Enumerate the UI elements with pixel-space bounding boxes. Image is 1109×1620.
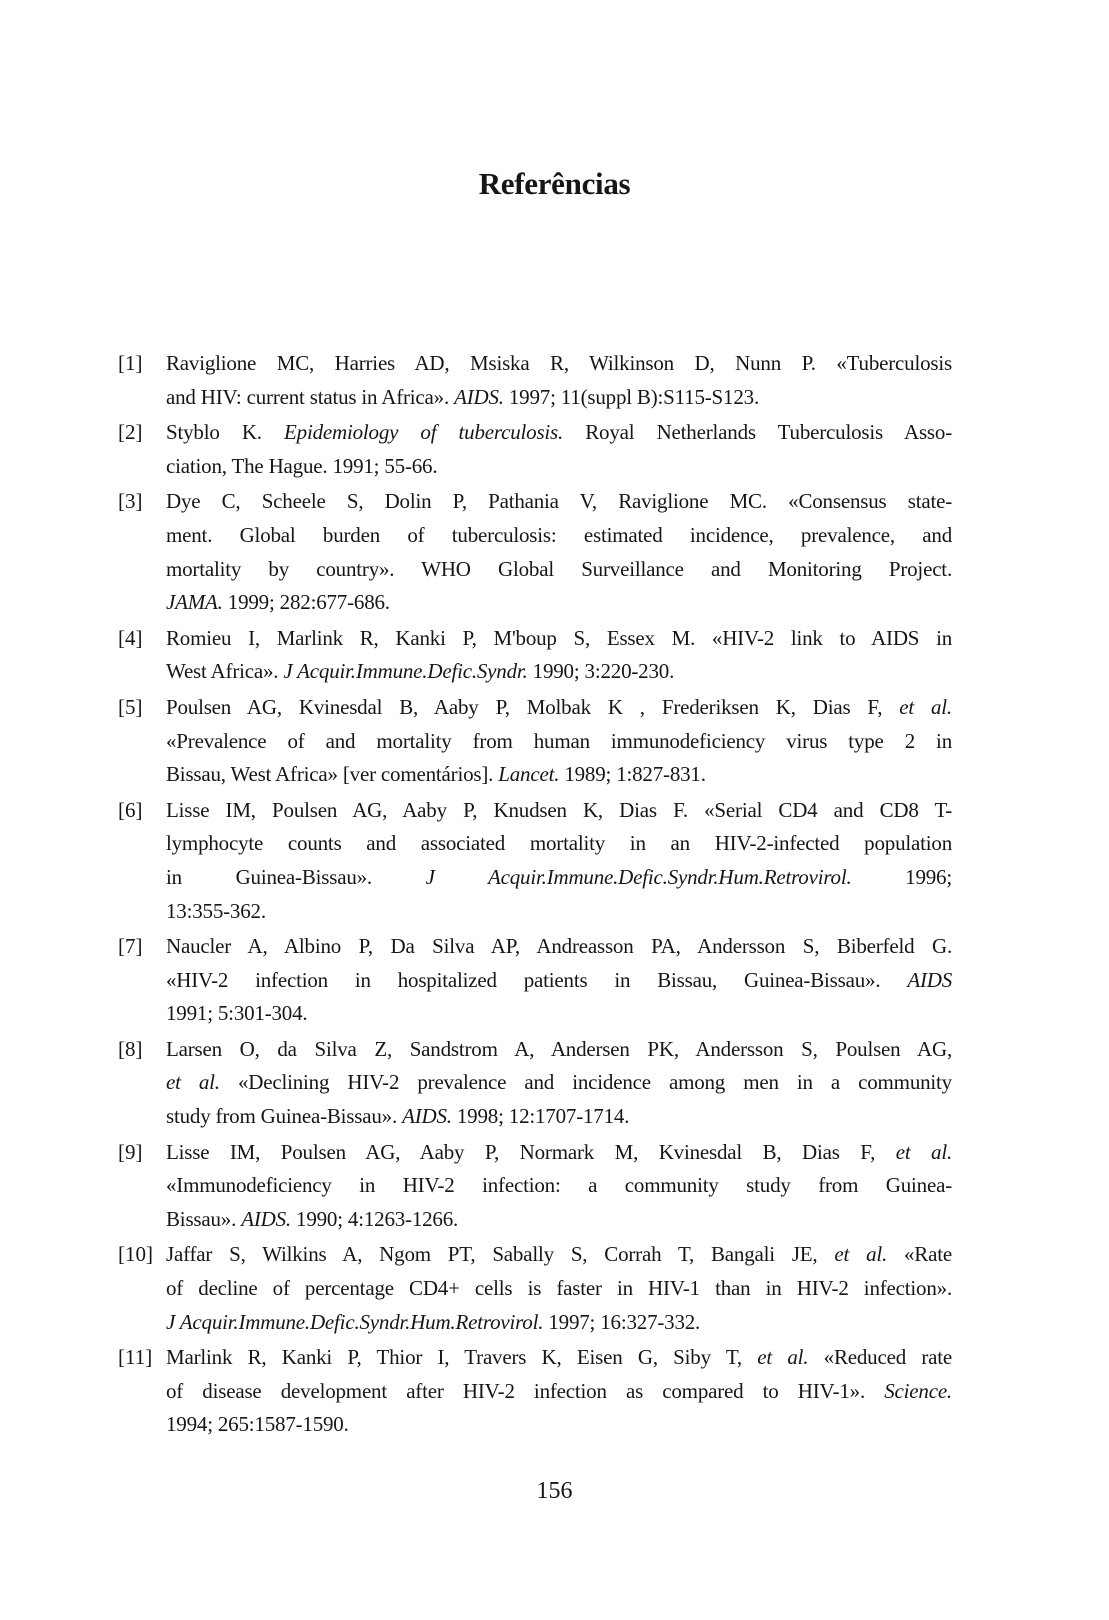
- citation-segment: of decline of percentage CD4+ cells is faster in HIV-1 than in HIV-2 infection».: [166, 1276, 952, 1301]
- citation-segment: Bissau».: [166, 1206, 242, 1231]
- reference-number: [4]: [118, 625, 143, 650]
- citation-segment: 13:355-362.: [166, 898, 266, 923]
- citation-segment: «HIV-2 infection in hospitalized patients in Bissau, Guinea-Bissau».: [166, 967, 908, 992]
- citation-segment: Naucler A, Albino P, Da Silva AP, Andreasson PA, Andersson S, Biberfeld G.: [166, 934, 952, 959]
- italic-citation-segment: AIDS.: [241, 1206, 291, 1231]
- reference-line: [166, 655, 952, 689]
- reference-number: [7]: [118, 934, 143, 959]
- citation-segment: Royal Netherlands Tuberculosis Asso-: [563, 420, 952, 445]
- reference-line: [166, 347, 952, 381]
- reference-text: [166, 1341, 952, 1442]
- reference-line: [166, 1408, 952, 1442]
- reference-line: [166, 725, 952, 759]
- citation-segment: 1998; 12:1707-1714.: [451, 1104, 630, 1129]
- italic-citation-segment: J Acquir.Immune.Defic.Syndr.Hum.Retrovirol.: [425, 864, 852, 889]
- reference-number: [11]: [118, 1345, 153, 1370]
- reference-item: [118, 794, 958, 928]
- citation-segment: West Africa».: [166, 659, 284, 684]
- reference-item: [118, 1341, 958, 1442]
- reference-line: [166, 827, 952, 861]
- citation-segment: and HIV: current status in Africa».: [166, 384, 455, 409]
- reference-text: [166, 1136, 952, 1237]
- reference-line: [166, 1341, 952, 1375]
- citation-segment: 1991; 5:301-304.: [166, 1001, 308, 1026]
- reference-line: [166, 1136, 952, 1170]
- reference-line: [166, 1375, 952, 1409]
- citation-segment: 1997; 16:327-332.: [543, 1309, 701, 1334]
- citation-segment: Marlink R, Kanki P, Thior I, Travers K, Eisen G, Siby T,: [166, 1345, 758, 1370]
- citation-segment: 1989; 1:827-831.: [559, 762, 706, 787]
- reference-text: [166, 347, 952, 414]
- citation-segment: ment. Global burden of tuberculosis: estimated incidence, prevalence, and: [166, 522, 952, 547]
- reference-text: [166, 485, 952, 619]
- reference-line: [166, 997, 952, 1031]
- reference-line: [166, 1203, 952, 1237]
- citation-segment: Poulsen AG, Kvinesdal B, Aaby P, Molbak K , Frederiksen K, Dias F,: [166, 694, 900, 719]
- italic-citation-segment: et al.: [895, 1139, 953, 1164]
- citation-segment: Jaffar S, Wilkins A, Ngom PT, Sabally S, Corrah T, Bangali JE,: [166, 1242, 835, 1267]
- reference-number: [6]: [118, 797, 143, 822]
- reference-item: [118, 622, 958, 689]
- citation-segment: study from Guinea-Bissau».: [166, 1104, 403, 1129]
- reference-number: [5]: [118, 694, 143, 719]
- italic-citation-segment: Science.: [884, 1378, 952, 1403]
- italic-citation-segment: JAMA.: [166, 590, 223, 615]
- reference-line: [166, 1169, 952, 1203]
- citation-segment: «Immunodeficiency in HIV-2 infection: a community study from Guinea-: [166, 1173, 952, 1198]
- reference-number: [10]: [118, 1242, 153, 1267]
- reference-line: [166, 794, 952, 828]
- italic-citation-segment: et al.: [757, 1345, 809, 1370]
- reference-line: [166, 930, 952, 964]
- citation-segment: Styblo K.: [166, 420, 285, 445]
- reference-line: [166, 519, 952, 553]
- reference-line: [166, 691, 952, 725]
- italic-citation-segment: J Acquir.Immune.Defic.Syndr.Hum.Retrovirol.: [166, 1309, 544, 1334]
- citation-segment: Lisse IM, Poulsen AG, Aaby P, Knudsen K, Dias F. «Serial CD4 and CD8 T-: [166, 797, 952, 822]
- reference-line: [166, 1306, 952, 1340]
- citation-segment: 1994; 265:1587-1590.: [166, 1412, 349, 1437]
- italic-citation-segment: et al.: [166, 1070, 220, 1095]
- italic-citation-segment: Lancet.: [498, 762, 560, 787]
- citation-segment: 1996;: [851, 864, 952, 889]
- reference-number: [9]: [118, 1139, 143, 1164]
- citation-segment: Dye C, Scheele S, Dolin P, Pathania V, Raviglione MC. «Consensus state-: [166, 489, 952, 514]
- reference-line: [166, 450, 952, 484]
- reference-number: [2]: [118, 420, 143, 445]
- citation-segment: «Declining HIV-2 prevalence and incidence among men in a community: [219, 1070, 952, 1095]
- reference-list: [118, 347, 958, 1444]
- reference-item: [118, 416, 958, 483]
- reference-line: [166, 1033, 952, 1067]
- citation-segment: Larsen O, da Silva Z, Sandstrom A, Andersen PK, Andersson S, Poulsen AG,: [166, 1036, 952, 1061]
- italic-citation-segment: et al.: [899, 694, 952, 719]
- reference-line: [166, 381, 952, 415]
- citation-segment: mortality by country». WHO Global Surveillance and Monitoring Project.: [166, 556, 952, 581]
- reference-item: [118, 1136, 958, 1237]
- reference-text: [166, 794, 952, 928]
- reference-line: [166, 861, 952, 895]
- citation-segment: ciation, The Hague. 1991; 55-66.: [166, 453, 438, 478]
- italic-citation-segment: AIDS: [907, 967, 952, 992]
- citation-segment: Lisse IM, Poulsen AG, Aaby P, Normark M, Kvinesdal B, Dias F,: [166, 1139, 896, 1164]
- reference-text: [166, 691, 952, 792]
- reference-item: [118, 930, 958, 1031]
- reference-text: [166, 622, 952, 689]
- reference-number: [1]: [118, 351, 143, 375]
- italic-citation-segment: AIDS.: [402, 1104, 452, 1129]
- reference-line: [166, 553, 952, 587]
- reference-text: [166, 930, 952, 1031]
- reference-line: [166, 758, 952, 792]
- reference-line: [166, 1100, 952, 1134]
- reference-line: [166, 1272, 952, 1306]
- citation-segment: 1990; 3:220-230.: [527, 659, 675, 684]
- citation-segment: «Prevalence of and mortality from human immunodeficiency virus type 2 in: [166, 728, 952, 753]
- italic-citation-segment: et al.: [834, 1242, 888, 1267]
- reference-item: [118, 1033, 958, 1134]
- citation-segment: «Rate: [887, 1242, 952, 1267]
- citation-segment: Romieu I, Marlink R, Kanki P, M'boup S, Essex M. «HIV-2 link to AIDS in: [166, 625, 952, 650]
- italic-citation-segment: Epidemiology of tuberculosis.: [284, 420, 564, 445]
- reference-number: [3]: [118, 489, 143, 514]
- reference-line: [166, 485, 952, 519]
- citation-segment: 1997; 11(suppl B):S115-S123.: [503, 384, 759, 409]
- reference-line: [166, 1238, 952, 1272]
- reference-line: [166, 416, 952, 450]
- reference-text: [166, 1238, 952, 1339]
- reference-number: [8]: [118, 1036, 143, 1061]
- citation-segment: «Reduced rate: [808, 1345, 953, 1370]
- citation-segment: Raviglione MC, Harries AD, Msiska R, Wilkinson D, Nunn P. «Tuberculosis: [166, 351, 952, 375]
- page-number: 156: [536, 1478, 573, 1504]
- reference-text: [166, 416, 952, 483]
- reference-text: [166, 1033, 952, 1134]
- reference-item: [118, 347, 958, 414]
- citation-segment: in Guinea-Bissau».: [166, 864, 426, 889]
- citation-segment: Bissau, West Africa» [ver comentários].: [166, 762, 499, 787]
- citation-segment: lymphocyte counts and associated mortality in an HIV-2-infected population: [166, 831, 952, 856]
- reference-line: [166, 964, 952, 998]
- italic-citation-segment: J Acquir.Immune.Defic.Syndr.: [283, 659, 528, 684]
- reference-line: [166, 622, 952, 656]
- reference-line: [166, 1066, 952, 1100]
- citation-segment: 1999; 282:677-686.: [222, 590, 390, 615]
- reference-item: [118, 691, 958, 792]
- citation-segment: 1990; 4:1263-1266.: [290, 1206, 459, 1231]
- reference-item: [118, 1238, 958, 1339]
- reference-line: [166, 895, 952, 929]
- citation-segment: of disease development after HIV-2 infection as compared to HIV-1».: [166, 1378, 885, 1403]
- italic-citation-segment: AIDS.: [454, 384, 504, 409]
- page-title: Referências: [478, 166, 631, 201]
- reference-line: [166, 586, 952, 620]
- reference-item: [118, 485, 958, 619]
